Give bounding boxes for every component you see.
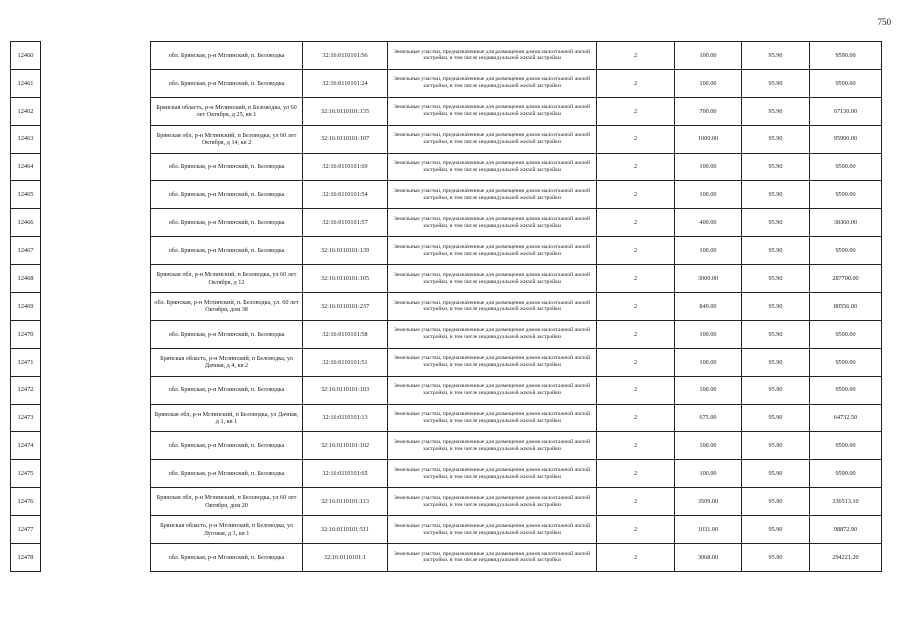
group-cell: 2 [597, 153, 675, 181]
specific-value-cell: 95.90 [742, 544, 810, 572]
cadastral-number-cell: 32:16:0110101:139 [303, 237, 388, 265]
area-cell: 3068.00 [675, 544, 742, 572]
area-cell: 100.00 [675, 432, 742, 460]
spacer-cell [41, 320, 151, 348]
address-cell: Брянская область, р-н Мглинский, п Беловодка, ул Луговая, д 3, кв 1 [151, 516, 303, 544]
address-cell: обл. Брянская, р-н Мглинский, п. Беловодка [151, 376, 303, 404]
row-number-cell: 12469 [11, 293, 41, 321]
cadastral-value-cell: 80556.00 [810, 293, 882, 321]
cadastral-number-cell: 32:16:0110101:107 [303, 125, 388, 153]
cadastral-number-cell: 32:16:0110101:69 [303, 153, 388, 181]
spacer-cell [41, 460, 151, 488]
row-number-cell: 12467 [11, 237, 41, 265]
table-row [11, 488, 882, 516]
spacer-cell [41, 348, 151, 376]
spacer-cell [41, 544, 151, 572]
specific-value-cell: 95.90 [742, 516, 810, 544]
row-number-cell: 12475 [11, 460, 41, 488]
specific-value-cell: 95.90 [742, 181, 810, 209]
cadastral-value-cell: 287700.00 [810, 265, 882, 293]
cadastral-value-cell: 95900.00 [810, 125, 882, 153]
land-registry-table [10, 41, 882, 572]
cadastral-value-cell: 9590.00 [810, 69, 882, 97]
cadastral-value-cell: 9590.00 [810, 320, 882, 348]
area-cell: 100.00 [675, 181, 742, 209]
cadastral-number-cell: 32:16:0110101:135 [303, 97, 388, 125]
cadastral-value-cell: 64732.50 [810, 404, 882, 432]
row-number-cell: 12460 [11, 42, 41, 70]
group-cell: 2 [597, 209, 675, 237]
row-number-cell: 12472 [11, 376, 41, 404]
spacer-cell [41, 516, 151, 544]
cadastral-value-cell: 9590.00 [810, 153, 882, 181]
spacer-cell [41, 376, 151, 404]
cadastral-value-cell: 9590.00 [810, 181, 882, 209]
table-row [11, 432, 882, 460]
specific-value-cell: 95.90 [742, 97, 810, 125]
land-use-cell: Земельные участки, предназначенные для размещения домов малоэтажной жилой застройки, в том числе индивидуальной жилой застройки [388, 516, 597, 544]
spacer-cell [41, 265, 151, 293]
address-cell: обл. Брянская, р-н Мглинский, п. Беловодка [151, 432, 303, 460]
address-cell: Брянская обл, р-н Мглинский, п Беловодка, ул Дачная, д 1, кв 1 [151, 404, 303, 432]
spacer-cell [41, 293, 151, 321]
land-use-cell: Земельные участки, предназначенные для размещения домов малоэтажной жилой застройки, в том числе индивидуальной жилой застройки [388, 209, 597, 237]
table-row [11, 544, 882, 572]
table-row [11, 293, 882, 321]
cadastral-number-cell: 32:16:0110101:237 [303, 293, 388, 321]
specific-value-cell: 95.90 [742, 153, 810, 181]
cadastral-number-cell: 32:16:0110101:105 [303, 265, 388, 293]
area-cell: 1031.00 [675, 516, 742, 544]
spacer-cell [41, 237, 151, 265]
area-cell: 3000.00 [675, 265, 742, 293]
group-cell: 2 [597, 181, 675, 209]
specific-value-cell: 95.90 [742, 404, 810, 432]
address-cell: обл. Брянская, р-н Мглинский, п. Беловодка [151, 153, 303, 181]
cadastral-value-cell: 9590.00 [810, 460, 882, 488]
cadastral-number-cell: 32:16:0110101:56 [303, 42, 388, 70]
group-cell: 2 [597, 69, 675, 97]
row-number-cell: 12465 [11, 181, 41, 209]
table-row [11, 516, 882, 544]
spacer-cell [41, 97, 151, 125]
land-use-cell: Земельные участки, предназначенные для размещения домов малоэтажной жилой застройки, в том числе индивидуальной жилой застройки [388, 181, 597, 209]
cadastral-value-cell: 294221.20 [810, 544, 882, 572]
spacer-cell [41, 181, 151, 209]
address-cell: обл. Брянская, р-н Мглинский, п. Беловодка [151, 69, 303, 97]
table-row [11, 181, 882, 209]
cadastral-number-cell: 32:16:0110101:113 [303, 488, 388, 516]
area-cell: 1000.00 [675, 125, 742, 153]
row-number-cell: 12462 [11, 97, 41, 125]
address-cell: обл. Брянская, р-н Мглинский, п. Беловодка [151, 460, 303, 488]
table-row [11, 376, 882, 404]
land-use-cell: Земельные участки, предназначенные для размещения домов малоэтажной жилой застройки, в том числе индивидуальной жилой застройки [388, 237, 597, 265]
area-cell: 400.00 [675, 209, 742, 237]
row-number-cell: 12468 [11, 265, 41, 293]
address-cell: Брянская обл, р-н Мглинский, п Беловодка, ул 60 лет Октября, д 14, кв 2 [151, 125, 303, 153]
address-cell: обл. Брянская, р-н Мглинский, п. Беловодка [151, 181, 303, 209]
spacer-cell [41, 488, 151, 516]
spacer-cell [41, 69, 151, 97]
address-cell: Брянская обл, р-н Мглинский, п Беловодка, ул 60 лет Октября, дом 20 [151, 488, 303, 516]
row-number-cell: 12461 [11, 69, 41, 97]
spacer-cell [41, 209, 151, 237]
area-cell: 100.00 [675, 69, 742, 97]
area-cell: 675.00 [675, 404, 742, 432]
table-row [11, 348, 882, 376]
table-row [11, 404, 882, 432]
table-row [11, 237, 882, 265]
group-cell: 2 [597, 237, 675, 265]
row-number-cell: 12463 [11, 125, 41, 153]
row-number-cell: 12464 [11, 153, 41, 181]
cadastral-value-cell: 9590.00 [810, 42, 882, 70]
address-cell: обл. Брянская, р-н Мглинский, п. Беловодка [151, 42, 303, 70]
land-use-cell: Земельные участки, предназначенные для размещения домов малоэтажной жилой застройки, в том числе индивидуальной жилой застройки [388, 69, 597, 97]
cadastral-number-cell: 32:16:0110101:13 [303, 404, 388, 432]
area-cell: 100.00 [675, 237, 742, 265]
group-cell: 2 [597, 460, 675, 488]
land-use-cell: Земельные участки, предназначенные для размещения домов малоэтажной жилой застройки, в том числе индивидуальной жилой застройки [388, 320, 597, 348]
spacer-cell [41, 125, 151, 153]
cadastral-number-cell: 32:16:0110101:65 [303, 460, 388, 488]
cadastral-number-cell: 32:16:0110101:102 [303, 432, 388, 460]
cadastral-value-cell: 9590.00 [810, 376, 882, 404]
specific-value-cell: 95.90 [742, 488, 810, 516]
group-cell: 2 [597, 348, 675, 376]
group-cell: 2 [597, 488, 675, 516]
area-cell: 100.00 [675, 320, 742, 348]
cadastral-value-cell: 336513.10 [810, 488, 882, 516]
group-cell: 2 [597, 265, 675, 293]
area-cell: 700.00 [675, 97, 742, 125]
group-cell: 2 [597, 376, 675, 404]
cadastral-number-cell: 32:16:0110101:24 [303, 69, 388, 97]
group-cell: 2 [597, 97, 675, 125]
table-row [11, 42, 882, 70]
specific-value-cell: 95.90 [742, 376, 810, 404]
row-number-cell: 12476 [11, 488, 41, 516]
area-cell: 100.00 [675, 42, 742, 70]
page-number: 750 [877, 17, 891, 27]
land-use-cell: Земельные участки, предназначенные для размещения домов малоэтажной жилой застройки, в том числе индивидуальной жилой застройки [388, 404, 597, 432]
area-cell: 100.00 [675, 376, 742, 404]
address-cell: обл. Брянская, р-н Мглинский, п. Беловодка [151, 237, 303, 265]
area-cell: 100.00 [675, 348, 742, 376]
land-use-cell: Земельные участки, предназначенные для размещения домов малоэтажной жилой застройки, в том числе индивидуальной жилой застройки [388, 125, 597, 153]
cadastral-number-cell: 32:16:0110101:58 [303, 320, 388, 348]
land-use-cell: Земельные участки, предназначенные для размещения домов малоэтажной жилой застройки, в том числе индивидуальной жилой застройки [388, 97, 597, 125]
group-cell: 2 [597, 404, 675, 432]
row-number-cell: 12478 [11, 544, 41, 572]
address-cell: Брянская область, р-н Мглинский, п Беловодка, ул 60 лет Октября, д 25, кв 1 [151, 97, 303, 125]
specific-value-cell: 95.90 [742, 320, 810, 348]
table-body [11, 42, 882, 572]
area-cell: 840.00 [675, 293, 742, 321]
land-use-cell: Земельные участки, предназначенные для размещения домов малоэтажной жилой застройки, в том числе индивидуальной жилой застройки [388, 265, 597, 293]
area-cell: 100.00 [675, 460, 742, 488]
group-cell: 2 [597, 432, 675, 460]
table-row [11, 97, 882, 125]
land-use-cell: Земельные участки, предназначенные для размещения домов малоэтажной жилой застройки, в том числе индивидуальной жилой застройки [388, 544, 597, 572]
cadastral-number-cell: 32:16:0110101:51 [303, 348, 388, 376]
specific-value-cell: 95.90 [742, 209, 810, 237]
cadastral-value-cell: 9590.00 [810, 348, 882, 376]
specific-value-cell: 95.90 [742, 348, 810, 376]
land-use-cell: Земельные участки, предназначенные для размещения домов малоэтажной жилой застройки, в том числе индивидуальной жилой застройки [388, 488, 597, 516]
specific-value-cell: 95.90 [742, 42, 810, 70]
address-cell: Брянская обл, р-н Мглинский, п Беловодка, ул 60 лет Октября, д 12 [151, 265, 303, 293]
table-row [11, 320, 882, 348]
specific-value-cell: 95.90 [742, 125, 810, 153]
group-cell: 2 [597, 544, 675, 572]
spacer-cell [41, 404, 151, 432]
address-cell: обл. Брянская, р-н Мглинский, п. Беловодка [151, 209, 303, 237]
address-cell: обл. Брянская, р-н Мглинский, п. Беловодка, ул. 60 лет Октября, дом 38 [151, 293, 303, 321]
address-cell: обл. Брянская, р-н Мглинский, п. Беловодка [151, 544, 303, 572]
land-use-cell: Земельные участки, предназначенные для размещения домов малоэтажной жилой застройки, в том числе индивидуальной жилой застройки [388, 153, 597, 181]
cadastral-value-cell: 9590.00 [810, 237, 882, 265]
table-row [11, 460, 882, 488]
land-use-cell: Земельные участки, предназначенные для размещения домов малоэтажной жилой застройки, в том числе индивидуальной жилой застройки [388, 376, 597, 404]
spacer-cell [41, 42, 151, 70]
table-row [11, 69, 882, 97]
land-use-cell: Земельные участки, предназначенные для размещения домов малоэтажной жилой застройки, в том числе индивидуальной жилой застройки [388, 42, 597, 70]
table-row [11, 209, 882, 237]
specific-value-cell: 95.90 [742, 69, 810, 97]
table-row [11, 265, 882, 293]
cadastral-number-cell: 32:16:0110101:57 [303, 209, 388, 237]
land-use-cell: Земельные участки, предназначенные для размещения домов малоэтажной жилой застройки, в том числе индивидуальной жилой застройки [388, 293, 597, 321]
cadastral-number-cell: 32:16:0110101:103 [303, 376, 388, 404]
area-cell: 100.00 [675, 153, 742, 181]
row-number-cell: 12471 [11, 348, 41, 376]
specific-value-cell: 95.90 [742, 293, 810, 321]
group-cell: 2 [597, 293, 675, 321]
row-number-cell: 12470 [11, 320, 41, 348]
group-cell: 2 [597, 42, 675, 70]
cadastral-value-cell: 38360.00 [810, 209, 882, 237]
group-cell: 2 [597, 125, 675, 153]
specific-value-cell: 95.90 [742, 237, 810, 265]
cadastral-value-cell: 98872.90 [810, 516, 882, 544]
address-cell: обл. Брянская, р-н Мглинский, п. Беловодка [151, 320, 303, 348]
row-number-cell: 12466 [11, 209, 41, 237]
row-number-cell: 12474 [11, 432, 41, 460]
row-number-cell: 12477 [11, 516, 41, 544]
cadastral-number-cell: 32:16:0110101:54 [303, 181, 388, 209]
table-row [11, 153, 882, 181]
land-use-cell: Земельные участки, предназначенные для размещения домов малоэтажной жилой застройки, в том числе индивидуальной жилой застройки [388, 432, 597, 460]
land-use-cell: Земельные участки, предназначенные для размещения домов малоэтажной жилой застройки, в том числе индивидуальной жилой застройки [388, 460, 597, 488]
specific-value-cell: 95.90 [742, 432, 810, 460]
cadastral-value-cell: 9590.00 [810, 432, 882, 460]
row-number-cell: 12473 [11, 404, 41, 432]
address-cell: Брянская область, р-н Мглинский, п Беловодка, ул Дачная, д 4, кв 2 [151, 348, 303, 376]
spacer-cell [41, 432, 151, 460]
specific-value-cell: 95.90 [742, 265, 810, 293]
cadastral-number-cell: 32:16:0110101:1 [303, 544, 388, 572]
area-cell: 3509.00 [675, 488, 742, 516]
land-use-cell: Земельные участки, предназначенные для размещения домов малоэтажной жилой застройки, в том числе индивидуальной жилой застройки [388, 348, 597, 376]
specific-value-cell: 95.90 [742, 460, 810, 488]
group-cell: 2 [597, 320, 675, 348]
table-row [11, 125, 882, 153]
cadastral-value-cell: 67130.00 [810, 97, 882, 125]
cadastral-number-cell: 32:16:0110101:511 [303, 516, 388, 544]
spacer-cell [41, 153, 151, 181]
group-cell: 2 [597, 516, 675, 544]
